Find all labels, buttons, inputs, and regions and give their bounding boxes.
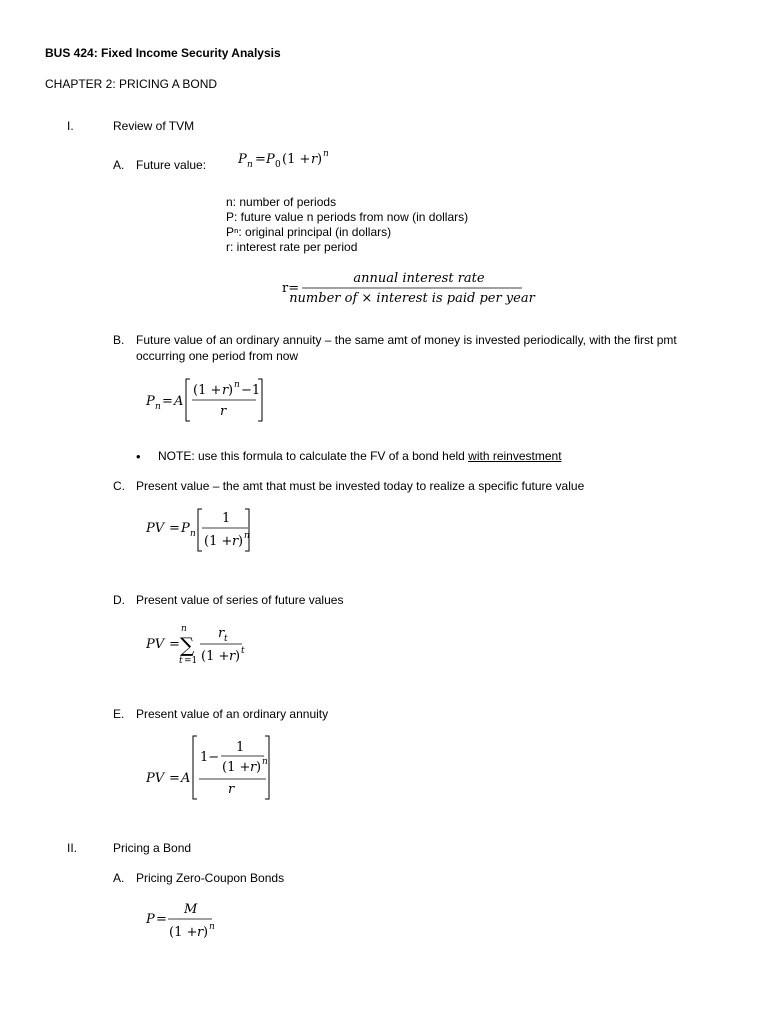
svg-text:r: r	[311, 152, 318, 167]
rate-formula-lhs: r=	[282, 281, 300, 296]
svg-text:M: M	[184, 902, 198, 917]
pv-series-formula	[146, 621, 266, 671]
item-letter-a: A.	[113, 158, 125, 172]
svg-text:(1 +: (1 +	[193, 383, 222, 398]
svg-text:n: n	[244, 531, 250, 541]
svg-text:(1 +: (1 +	[201, 649, 230, 664]
course-title: BUS 424: Fixed Income Security Analysis	[45, 46, 281, 60]
svg-text:(1 +: (1 +	[222, 760, 251, 775]
svg-text:t: t	[224, 634, 228, 644]
svg-text:r: r	[222, 383, 229, 398]
note-text: NOTE: use this formula to calculate the FV of a bond held	[158, 449, 469, 463]
svg-text:1−: 1−	[200, 750, 220, 765]
svg-text:n: n	[323, 149, 329, 159]
present-value-text: Present value – the amt that must be invested today to realize a specific future value	[136, 479, 585, 493]
svg-text:): )	[228, 383, 234, 398]
svg-text:P: P	[238, 152, 247, 167]
svg-text:P: P	[266, 152, 275, 167]
svg-text:r: r	[229, 649, 236, 664]
svg-text:=: =	[255, 152, 266, 167]
svg-text:=: =	[169, 521, 180, 536]
section-numeral-2: II.	[67, 841, 78, 855]
zero-coupon-text: Pricing Zero-Coupon Bonds	[136, 871, 285, 885]
bullet-note	[158, 449, 562, 464]
definition-p: P: future value n periods from now (in dollars)	[226, 210, 469, 224]
svg-text:=: =	[156, 912, 167, 927]
svg-text:0: 0	[275, 160, 281, 170]
svg-text:r: r	[250, 760, 257, 775]
svg-text:n: n	[262, 757, 268, 767]
svg-text:A: A	[174, 394, 184, 409]
pv-annuity-formula	[146, 733, 286, 803]
zero-coupon-formula	[146, 899, 236, 947]
chapter-title: CHAPTER 2: PRICING A BOND	[45, 77, 218, 91]
svg-text:n: n	[247, 160, 253, 170]
annuity-fv-text-line2: occurring one period from now	[136, 349, 299, 363]
svg-text:r: r	[220, 404, 227, 419]
svg-text:n: n	[190, 529, 196, 539]
item-letter-d: D.	[113, 593, 125, 607]
svg-text:(1 +: (1 +	[169, 925, 198, 940]
rate-formula-denominator: number of × interest is paid per year	[289, 291, 535, 306]
rate-formula-numerator: annual interest rate	[353, 271, 485, 286]
svg-text:=: =	[162, 394, 173, 409]
definition-p-original: Pⁿ: original principal (in dollars)	[226, 225, 392, 239]
svg-text:): )	[317, 152, 323, 167]
svg-text:t: t	[179, 656, 183, 666]
present-value-formula	[146, 505, 276, 555]
svg-text:PV: PV	[146, 637, 165, 652]
item-letter-c: C.	[113, 479, 125, 493]
pv-series-text: Present value of series of future values	[136, 593, 344, 607]
svg-text:P: P	[146, 912, 155, 927]
svg-text:∑: ∑	[180, 633, 195, 657]
section-title-2: Pricing a Bond	[113, 841, 192, 855]
svg-text:P: P	[181, 521, 190, 536]
svg-text:): )	[235, 649, 241, 664]
svg-text:1: 1	[236, 740, 245, 755]
pv-annuity-text: Present value of an ordinary annuity	[136, 707, 329, 721]
note-underlined-text: with reinvestment	[468, 449, 562, 463]
svg-text:t: t	[241, 646, 245, 656]
svg-text:PV: PV	[146, 771, 165, 786]
svg-text:r: r	[232, 534, 239, 549]
svg-text:r: r	[197, 925, 204, 940]
item-letter-e: E.	[113, 707, 125, 721]
svg-text:): )	[256, 760, 262, 775]
svg-text:(1 +: (1 +	[204, 534, 233, 549]
definition-r: r: interest rate per period	[226, 240, 358, 254]
rate-formula	[282, 266, 535, 308]
item-letter-a-2: A.	[113, 871, 125, 885]
svg-text:r: r	[218, 626, 225, 641]
svg-text:PV: PV	[146, 521, 165, 536]
svg-text:n: n	[209, 922, 215, 932]
svg-text:=1: =1	[184, 656, 198, 666]
svg-text:n: n	[234, 380, 240, 390]
annuity-fv-formula	[146, 375, 276, 425]
section-title-1: Review of TVM	[113, 119, 195, 133]
bullet-icon: •	[136, 449, 141, 464]
svg-text:n: n	[181, 624, 187, 634]
section-numeral-1: I.	[67, 119, 74, 133]
svg-text:(1 +: (1 +	[282, 152, 311, 167]
definition-n: n: number of periods	[226, 195, 337, 209]
svg-text:1: 1	[222, 511, 231, 526]
svg-text:): )	[238, 534, 244, 549]
svg-text:A: A	[181, 771, 191, 786]
svg-text:r: r	[228, 782, 235, 797]
svg-text:P: P	[146, 394, 155, 409]
svg-text:=: =	[169, 771, 180, 786]
annuity-fv-text-line1: Future value of an ordinary annuity – the same amt of money is invested periodically, with the first pmt	[136, 333, 677, 347]
svg-text:=: =	[169, 637, 180, 652]
svg-text:): )	[203, 925, 209, 940]
svg-text:−1: −1	[241, 383, 261, 398]
item-label-future-value: Future value:	[136, 158, 207, 172]
item-letter-b: B.	[113, 333, 125, 347]
svg-text:n: n	[155, 402, 161, 412]
future-value-formula	[236, 146, 346, 174]
